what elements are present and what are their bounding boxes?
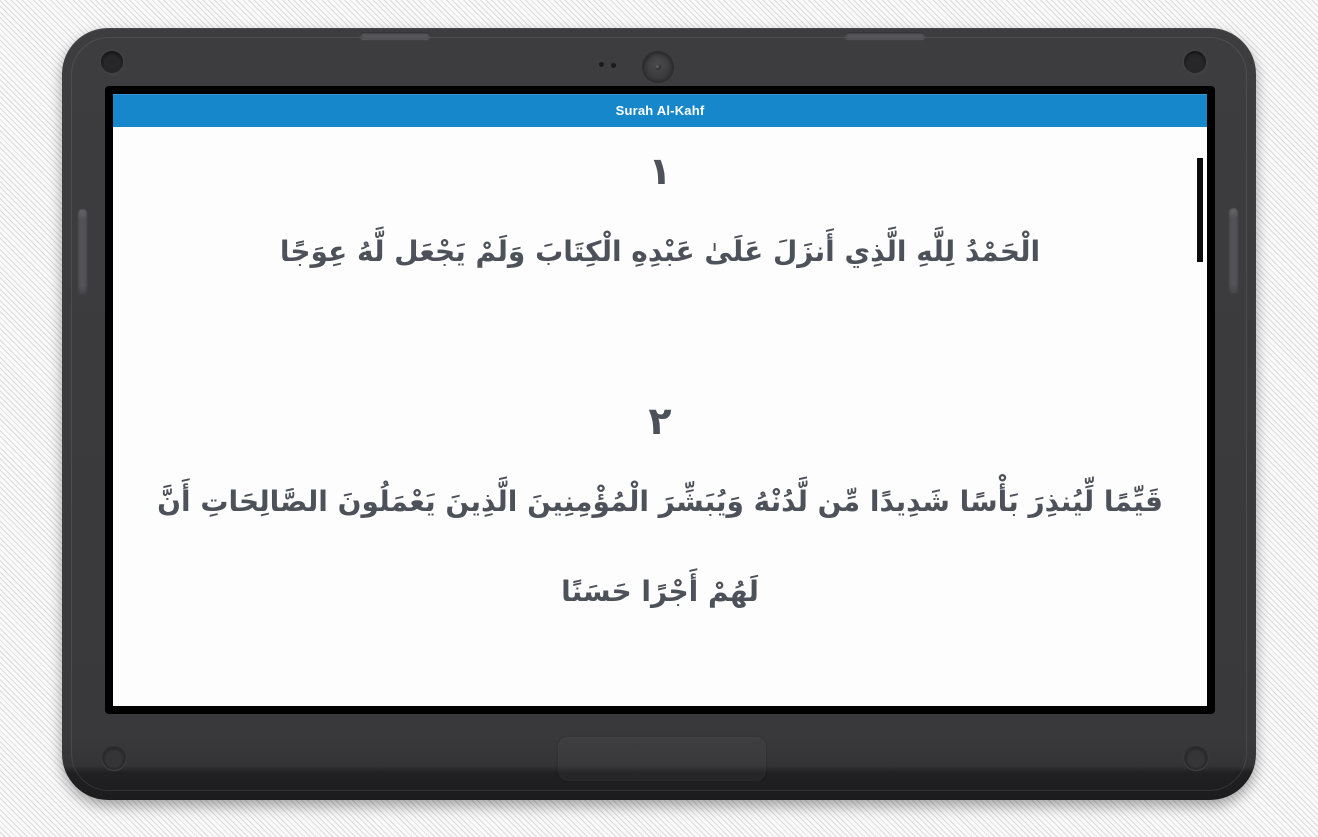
verse-text: قَيِّمًا لِّيُنذِرَ بَأْسًا شَدِيدًا مِّن لَّدُنْهُ وَيُبَشِّرَ الْمُؤْمِنِينَ الَّذِينَ يَعْمَلُونَ الصَّالِحَاتِ أَنَّ لَهُمْ أَجْرًا حَسَنًا <box>157 485 1163 608</box>
app-header-bar <box>113 94 1207 127</box>
app-display <box>113 94 1207 706</box>
verse-block-1 <box>113 147 1207 297</box>
right-side-button <box>1229 208 1238 295</box>
sensor-dot-icon <box>599 62 604 67</box>
scrollbar-thumb[interactable] <box>1197 158 1203 262</box>
verse-block-2 <box>113 397 1207 637</box>
top-edge-button-left <box>360 32 430 39</box>
tablet-screen <box>105 86 1215 714</box>
front-camera-icon <box>643 52 673 82</box>
tablet-device <box>62 28 1256 800</box>
home-button-area <box>558 737 766 781</box>
top-edge-button-right <box>845 32 925 39</box>
page-title: Surah Al-Kahf <box>615 103 705 118</box>
left-side-button <box>78 209 87 296</box>
screw-bottom-right-icon <box>1184 746 1208 770</box>
sensor-dot-icon <box>611 63 616 68</box>
verse-content-area[interactable] <box>113 127 1207 637</box>
verse-number: ١ <box>648 149 672 193</box>
screw-top-right-icon <box>1184 51 1206 73</box>
verse-number: ٢ <box>648 399 672 443</box>
screw-top-left-icon <box>101 51 123 73</box>
screw-bottom-left-icon <box>102 746 126 770</box>
verse-text: الْحَمْدُ لِلَّهِ الَّذِي أَنزَلَ عَلَىٰ عَبْدِهِ الْكِتَابَ وَلَمْ يَجْعَل لَّهُ عِوَجًا <box>279 235 1041 268</box>
